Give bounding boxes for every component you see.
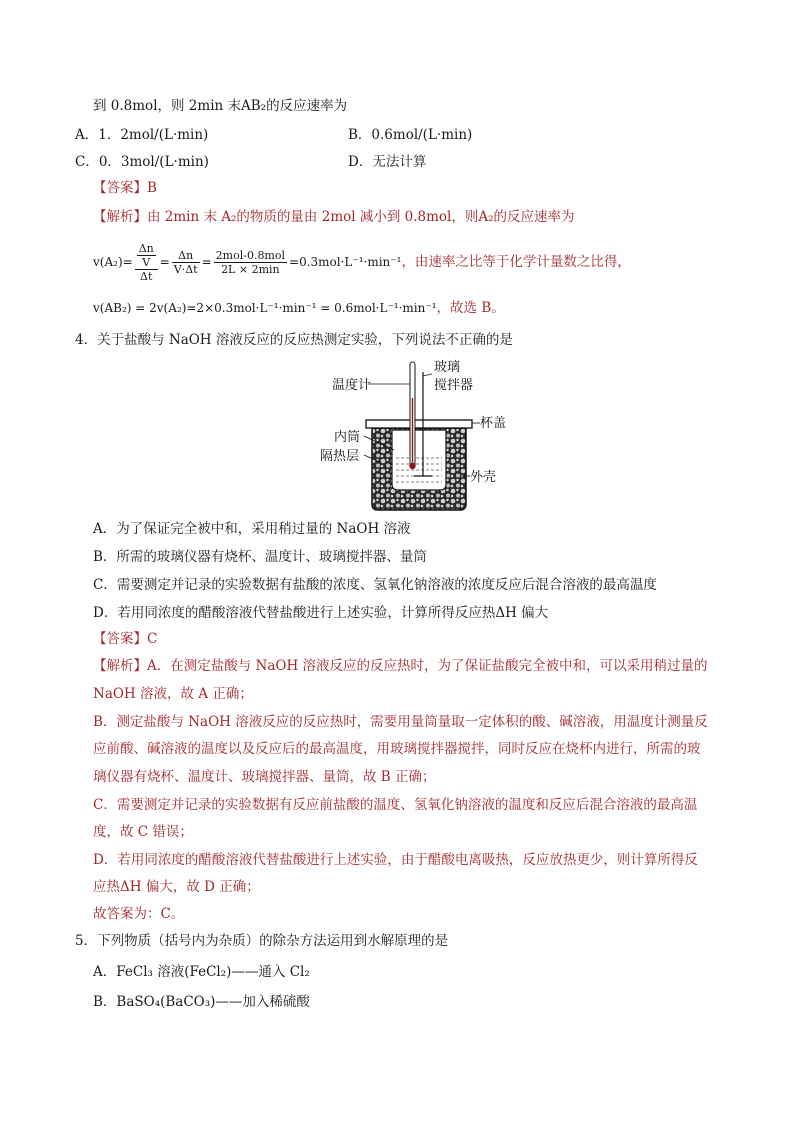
q4-analysis-a-1 (93, 656, 708, 676)
q4-answer (93, 629, 157, 649)
fraction-inner (137, 242, 156, 269)
q4-option-b: B．所需的玻璃仪器有烧杯、温度计、玻璃搅拌器、量筒 (93, 549, 427, 565)
eq-result: =0.3mol·L⁻¹·min⁻¹ (289, 255, 402, 269)
q5-option-b: B．BaSO₄(BaCO₃)——加入稀硫酸 (93, 994, 310, 1010)
q3-option-b: B．0.6mol/(L·min) (348, 127, 473, 143)
label-glass-2: 搅拌器 (434, 378, 474, 393)
analysis-label: 【解析】 (93, 658, 147, 674)
q4-analysis-b-3: 璃仪器有烧杯、温度计、玻璃搅拌器、量筒，故 B 正确； (93, 769, 436, 785)
q4-analysis-d-2: 应热ΔH 偏大，故 D 正确； (93, 879, 260, 895)
q5-option-a: A．FeCl₃ 溶液(FeCl₂)——通入 Cl₂ (93, 964, 310, 980)
frac-v: V (137, 255, 156, 269)
q4-analysis-a-2: NaOH 溶液，故 A 正确； (93, 686, 253, 702)
answer-label: 【答案】 (93, 631, 147, 647)
q3-stem-continuation: 到 0.8mol，则 2min 末AB₂的反应速率为 (93, 98, 348, 114)
frac-dn: Δn (138, 242, 154, 255)
fraction-nested (135, 242, 158, 283)
q3-option-a: A．1．2mol/(L·min) (75, 127, 209, 143)
answer-label: 【答案】 (93, 180, 147, 196)
q3-rate-equation: v(A₂)= $\frac{\frac{\Delta n}{V}}{\Delta t}$ = $\frac{\Delta n}{V\cdot\Delta t}$ = $\frac{\text{2mol-0.8mol}}{2L \times 2\min}$ =0.3mol·L⁻¹·min⁻¹，由速率之比等于化学计量数之比得， (93, 242, 631, 283)
frac2-den: V·Δt (173, 263, 198, 276)
analysis-text: A．在测定盐酸与 NaOH 溶液反应的反应热时，为了保证盐酸完全被中和，可以采用稍过量的 (147, 658, 708, 674)
label-thermometer: 温度计 (332, 378, 372, 393)
answer-value: B (147, 180, 157, 196)
q4-option-c: C．需要测定并记录的实验数据有盐酸的浓度、氢氧化钠溶液的浓度反应后混合溶液的最高温度 (93, 577, 657, 593)
eq2-tail: ，故选 B。 (436, 300, 505, 316)
analysis-text: 由 2min 末 A₂的物质的量由 2mol 减小到 0.8mol，则A₂的反应速率为 (147, 209, 575, 225)
lid (366, 420, 472, 428)
eq2: v(AB₂) = 2v(A₂)=2×0.3mol·L⁻¹·min⁻¹ = 0.6mol·L⁻¹·min⁻¹ (93, 301, 437, 315)
frac3-den: 2L × 2min (214, 262, 287, 276)
answer-value: C (147, 631, 158, 647)
q3-analysis-line-1 (93, 207, 575, 227)
label-lid: 杯盖 (480, 416, 507, 431)
q5-stem: 5．下列物质（括号内为杂质）的除杂方法运用到水解原理的是 (75, 933, 449, 949)
q4-analysis-c-1: C．需要测定并记录的实验数据有反应前盐酸的温度、氢氧化钠溶液的温度和反应后混合溶液的最高温 (93, 797, 698, 813)
q4-analysis-b-1: B．测定盐酸与 NaOH 溶液反应的反应热时，需要用量筒量取一定体积的酸、碱溶液，用温度计测量反 (93, 714, 708, 730)
label-glass-1: 玻璃 (434, 360, 461, 375)
inner-beaker (392, 430, 446, 490)
frac3-num: 2mol-0.8mol (215, 249, 286, 262)
q4-analysis-d-1: D．若用同浓度的醋酸溶液代替盐酸进行上述实验，由于醋酸电离吸热，反应放热更少，则计算所得反 (93, 852, 698, 868)
q4-analysis-b-2: 应前酸、碱溶液的温度以及反应后的最高温度，用玻璃搅拌器搅拌，同时反应在烧杯内进行，所需的玻 (93, 741, 701, 757)
q4-option-a: A．为了保证完全被中和，采用稍过量的 NaOH 溶液 (93, 521, 411, 537)
fraction-3 (214, 249, 287, 276)
analysis-label: 【解析】 (93, 209, 147, 225)
label-shell: 外壳 (470, 470, 497, 485)
q4-option-d: D．若用同浓度的醋酸溶液代替盐酸进行上述实验，计算所得反应热ΔH 偏大 (93, 605, 549, 621)
frac-dt: Δt (135, 269, 158, 283)
calorimeter-figure (310, 358, 510, 518)
fraction-2 (172, 249, 200, 276)
eq-lhs: v(A₂)= (93, 255, 133, 269)
q3-rate-equation-2 (93, 298, 505, 318)
eq-tail: ，由速率之比等于化学计量数之比得， (401, 254, 631, 270)
q3-option-d: D．无法计算 (348, 154, 427, 170)
q4-analysis-c-2: 度，故 C 错误； (93, 824, 193, 840)
frac2-num: Δn (178, 249, 194, 262)
label-insulation: 隔热层 (320, 449, 360, 464)
q3-option-c: C．0．3mol/(L·min) (75, 154, 209, 170)
q4-stem: 4．关于盐酸与 NaOH 溶液反应的反应热测定实验，下列说法不正确的是 (75, 332, 513, 348)
label-inner: 内筒 (334, 430, 361, 445)
q3-answer (93, 178, 157, 198)
q4-final-answer: 故答案为：C。 (93, 906, 185, 922)
